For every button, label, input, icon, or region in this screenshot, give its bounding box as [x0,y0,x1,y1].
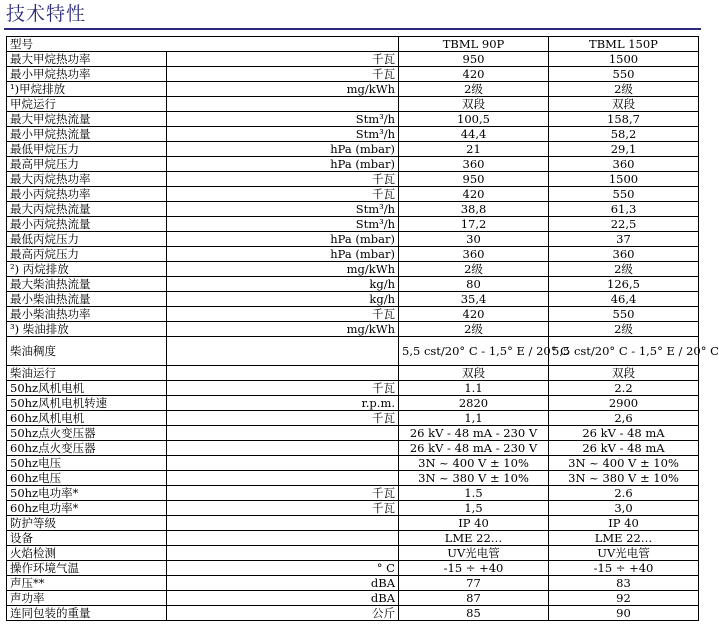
spec-value-model-1: 77 [399,576,549,591]
spec-value-model-2: 2.2 [549,381,699,396]
spec-value-model-1: 80 [399,277,549,292]
spec-value-model-1: 1.1 [399,381,549,396]
spec-value-model-2: 2.6 [549,486,699,501]
spec-value-model-2: 1500 [549,172,699,187]
spec-unit [167,516,399,531]
spec-value-model-2: 550 [549,67,699,82]
spec-name: 柴油稠度 [7,337,167,366]
spec-value-model-1: 87 [399,591,549,606]
spec-unit: Stm³/h [167,112,399,127]
spec-unit: Stm³/h [167,217,399,232]
table-header-row [7,37,699,52]
spec-value-model-2: 22,5 [549,217,699,232]
table-row [7,366,699,381]
spec-value-model-2: 360 [549,247,699,262]
spec-unit: ° C [167,561,399,576]
table-row [7,277,699,292]
spec-name: 柴油运行 [7,366,167,381]
spec-value-model-2: 双段 [549,366,699,381]
spec-value-model-2: 37 [549,232,699,247]
page-title: 技术特性 [6,3,87,25]
spec-value-model-2: 550 [549,307,699,322]
spec-name: 最大柴油热流量 [7,277,167,292]
spec-value-model-1: 3N ~ 400 V ± 10% [399,456,549,471]
spec-value-model-2: -15 ÷ +40 [549,561,699,576]
table-row [7,591,699,606]
spec-name: 最小丙烷热功率 [7,187,167,202]
spec-value-model-1: 420 [399,307,549,322]
spec-value-model-2: 2级 [549,82,699,97]
spec-unit: hPa (mbar) [167,247,399,262]
spec-value-model-2: 2,6 [549,411,699,426]
spec-value-model-2: 83 [549,576,699,591]
spec-name: 防护等级 [7,516,167,531]
spec-unit: hPa (mbar) [167,142,399,157]
spec-value-model-1: 3N ~ 380 V ± 10% [399,471,549,486]
spec-value-model-2: 3N ~ 400 V ± 10% [549,456,699,471]
spec-value-model-2: 58,2 [549,127,699,142]
spec-value-model-1: LME 22… [399,531,549,546]
spec-name: 最小丙烷热流量 [7,217,167,232]
spec-value-model-1: 100,5 [399,112,549,127]
spec-name: 50hz点火变压器 [7,426,167,441]
spec-name: 连同包装的重量 [7,606,167,621]
spec-value-model-2: IP 40 [549,516,699,531]
table-row [7,97,699,112]
spec-unit [167,426,399,441]
spec-name: 50hz风机电机转速 [7,396,167,411]
spec-value-model-1: IP 40 [399,516,549,531]
table-row [7,217,699,232]
spec-value-model-2: UV光电管 [549,546,699,561]
table-row [7,322,699,337]
spec-value-model-1: 360 [399,157,549,172]
spec-unit [167,456,399,471]
spec-name: 50hz电压 [7,456,167,471]
table-row [7,232,699,247]
spec-value-model-2: 126,5 [549,277,699,292]
spec-name: 最小柴油热功率 [7,307,167,322]
table-row [7,127,699,142]
table-row [7,471,699,486]
spec-name: 60hz风机电机 [7,411,167,426]
table-row [7,247,699,262]
table-row [7,337,699,366]
header-model-2: TBML 150P [549,37,699,52]
table-row [7,516,699,531]
spec-unit: dBA [167,576,399,591]
spec-unit: mg/kWh [167,82,399,97]
spec-value-model-2: 158,7 [549,112,699,127]
spec-name: 声压** [7,576,167,591]
spec-unit: Stm³/h [167,127,399,142]
spec-value-model-1: 2820 [399,396,549,411]
header-model-1: TBML 90P [399,37,549,52]
spec-value-model-1: 420 [399,187,549,202]
spec-unit: 公斤 [167,606,399,621]
spec-value-model-2: 46,4 [549,292,699,307]
spec-table [6,36,719,621]
spec-name: 最大甲烷热功率 [7,52,167,67]
table-row [7,262,699,277]
spec-name: 火焰检测 [7,546,167,561]
table-row [7,157,699,172]
table-row [7,411,699,426]
spec-value-model-2: 1500 [549,52,699,67]
table-row [7,486,699,501]
spec-value-model-2: 2级 [549,322,699,337]
spec-value-model-1: 44,4 [399,127,549,142]
table-row [7,606,699,621]
spec-value-model-1: 5,5 cst/20° C - 1,5° E / 20° C [399,337,549,366]
spec-name: ¹)甲烷排放 [7,82,167,97]
spec-value-model-1: -15 ÷ +40 [399,561,549,576]
spec-value-model-2: 3,0 [549,501,699,516]
spec-value-model-2: 26 kV - 48 mA [549,441,699,456]
spec-unit: 千瓦 [167,501,399,516]
spec-value-model-1: 26 kV - 48 mA - 230 V [399,426,549,441]
spec-name: 最小甲烷热流量 [7,127,167,142]
spec-name: 甲烷运行 [7,97,167,112]
spec-name: 设备 [7,531,167,546]
spec-unit: 千瓦 [167,172,399,187]
table-row [7,396,699,411]
spec-unit [167,366,399,381]
spec-value-model-1: 26 kV - 48 mA - 230 V [399,441,549,456]
spec-unit: hPa (mbar) [167,157,399,172]
spec-value-model-2: 2900 [549,396,699,411]
spec-value-model-2: 61,3 [549,202,699,217]
spec-unit [167,531,399,546]
spec-unit [167,546,399,561]
spec-value-model-2: 29,1 [549,142,699,157]
spec-value-model-1: 17,2 [399,217,549,232]
table-row [7,292,699,307]
table-row [7,426,699,441]
spec-value-model-2: LME 22… [549,531,699,546]
table-row [7,52,699,67]
spec-unit: kg/h [167,292,399,307]
spec-value-model-1: 30 [399,232,549,247]
table-row [7,561,699,576]
spec-unit: hPa (mbar) [167,232,399,247]
spec-name: 50hz风机电机 [7,381,167,396]
table-row [7,307,699,322]
spec-unit [167,97,399,112]
spec-name: 最大丙烷热功率 [7,172,167,187]
spec-unit: 千瓦 [167,381,399,396]
spec-name: 操作环境气温 [7,561,167,576]
spec-value-model-1: 1.5 [399,486,549,501]
spec-value-model-1: 360 [399,247,549,262]
table-row [7,112,699,127]
spec-unit: 千瓦 [167,52,399,67]
table-row [7,546,699,561]
spec-name: 最低甲烷压力 [7,142,167,157]
spec-name: 最小柴油热流量 [7,292,167,307]
spec-name: 最高甲烷压力 [7,157,167,172]
spec-unit [167,441,399,456]
spec-value-model-1: 420 [399,67,549,82]
spec-unit: kg/h [167,277,399,292]
spec-value-model-2: 2级 [549,262,699,277]
spec-value-model-2: 3N ~ 380 V ± 10% [549,471,699,486]
spec-name: 最大丙烷热流量 [7,202,167,217]
spec-name: 60hz点火变压器 [7,441,167,456]
spec-value-model-1: 35,4 [399,292,549,307]
spec-value-model-2: 26 kV - 48 mA [549,426,699,441]
spec-unit: Stm³/h [167,202,399,217]
spec-value-model-1: UV光电管 [399,546,549,561]
spec-name: 60hz电功率* [7,501,167,516]
spec-value-model-1: 双段 [399,366,549,381]
spec-value-model-1: 950 [399,172,549,187]
table-row [7,531,699,546]
spec-unit [167,337,399,366]
spec-value-model-1: 85 [399,606,549,621]
spec-value-model-1: 38,8 [399,202,549,217]
table-row [7,142,699,157]
header-label: 型号 [7,37,399,52]
spec-unit [167,471,399,486]
spec-value-model-1: 2级 [399,262,549,277]
spec-unit: r.p.m. [167,396,399,411]
table-row [7,67,699,82]
spec-value-model-1: 1,5 [399,501,549,516]
spec-name: 50hz电功率* [7,486,167,501]
spec-unit: dBA [167,591,399,606]
spec-name: ³) 柴油排放 [7,322,167,337]
spec-value-model-1: 1,1 [399,411,549,426]
spec-value-model-2: 5,5 cst/20° C - 1,5° E / 20° C [549,337,699,366]
spec-value-model-1: 21 [399,142,549,157]
spec-value-model-2: 550 [549,187,699,202]
table-row [7,501,699,516]
table-row [7,172,699,187]
table-row [7,381,699,396]
table-row [7,441,699,456]
table-row [7,202,699,217]
spec-name: 声功率 [7,591,167,606]
spec-value-model-1: 2级 [399,82,549,97]
spec-value-model-1: 950 [399,52,549,67]
spec-name: 最高丙烷压力 [7,247,167,262]
spec-name: 最大甲烷热流量 [7,112,167,127]
spec-value-model-2: 92 [549,591,699,606]
spec-name: 最小甲烷热功率 [7,67,167,82]
spec-unit: 千瓦 [167,486,399,501]
table-row [7,82,699,97]
spec-value-model-2: 360 [549,157,699,172]
spec-unit: 千瓦 [167,411,399,426]
table-row [7,456,699,471]
title-divider [4,28,701,30]
spec-unit: mg/kWh [167,322,399,337]
spec-unit: 千瓦 [167,67,399,82]
spec-unit: mg/kWh [167,262,399,277]
spec-unit: 千瓦 [167,187,399,202]
spec-name: ²) 丙烷排放 [7,262,167,277]
spec-name: 最低丙烷压力 [7,232,167,247]
spec-value-model-1: 双段 [399,97,549,112]
table-row [7,187,699,202]
table-row [7,576,699,591]
spec-value-model-1: 2级 [399,322,549,337]
spec-name: 60hz电压 [7,471,167,486]
spec-value-model-2: 90 [549,606,699,621]
spec-unit: 千瓦 [167,307,399,322]
spec-value-model-2: 双段 [549,97,699,112]
